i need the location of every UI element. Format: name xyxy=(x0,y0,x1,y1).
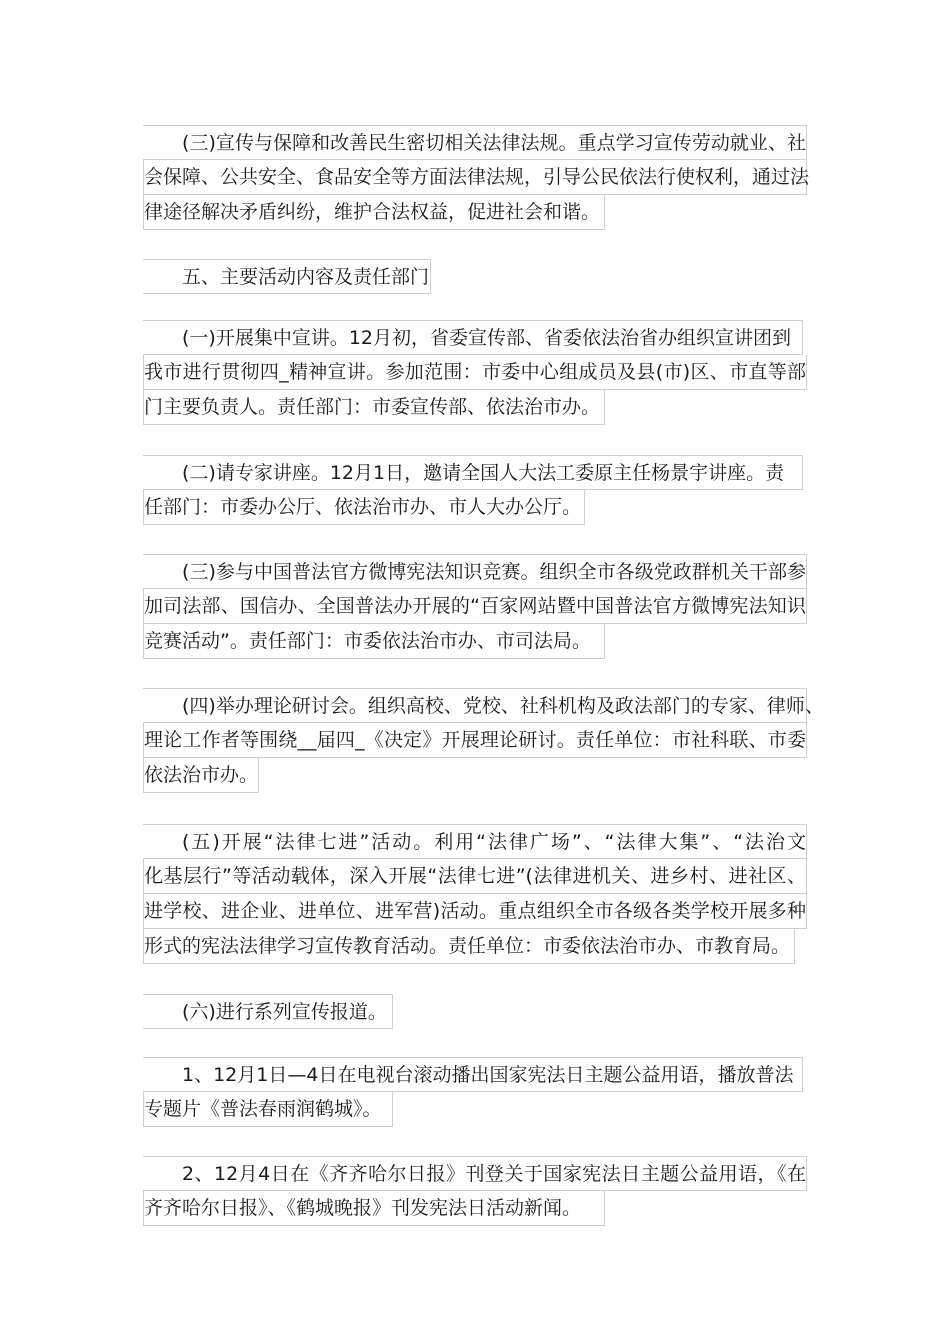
paragraph-line: 竞赛活动”。责任部门：市委依法治市办、市司法局。 xyxy=(143,624,605,659)
paragraph-line: (六)进行系列宣传报道。 xyxy=(143,994,393,1029)
paragraph-line: 加司法部、国信办、全国普法办开展的“百家网站暨中国普法官方微博宪法知识 xyxy=(143,589,807,624)
paragraph-line: 化基层行”等活动载体，深入开展“法律七进”(法律进机关、进乡村、进社区、 xyxy=(143,859,807,894)
paragraph-line: (五)开展“法律七进”活动。利用“法律广场”、“法律大集”、“法治文 xyxy=(143,824,807,859)
paragraph-line: 任部门：市委办公厅、依法治市办、市人大办公厅。 xyxy=(143,490,585,525)
paragraph-line: 形式的宪法法律学习宣传教育活动。责任单位：市委依法治市办、市教育局。 xyxy=(143,929,795,964)
paragraph-line: 会保障、公共安全、食品安全等方面法律法规，引导公民依法行使权利，通过法 xyxy=(143,160,807,195)
paragraph-line: 1、12月1日—4日在电视台滚动播出国家宪法日主题公益用语，播放普法 xyxy=(143,1057,803,1092)
paragraph-line: (一)开展集中宣讲。12月初，省委宣传部、省委依法治省办组织宣讲团到 xyxy=(143,320,803,355)
paragraph-line: 律途径解决矛盾纠纷，维护合法权益，促进社会和谐。 xyxy=(143,195,605,230)
paragraph-line: 进学校、进企业、进单位、进军营)活动。重点组织全市各级各类学校开展多种 xyxy=(143,894,807,929)
paragraph-line: 门主要负责人。责任部门：市委宣传部、依法治市办。 xyxy=(143,390,605,425)
paragraph-line: (二)请专家讲座。12月1日，邀请全国人大法工委原主任杨景宇讲座。责 xyxy=(143,455,803,490)
paragraph-line: 我市进行贯彻四_精神宣讲。参加范围：市委中心组成员及县(市)区、市直等部 xyxy=(143,355,807,390)
paragraph-line: (三)宣传与保障和改善民生密切相关法律法规。重点学习宣传劳动就业、社 xyxy=(143,125,807,160)
paragraph-line: 专题片《普法春雨润鹤城》。 xyxy=(143,1092,393,1127)
paragraph-line: 依法治市办。 xyxy=(143,758,259,793)
paragraph-line: (四)举办理论研讨会。组织高校、党校、社科机构及政法部门的专家、律师、 xyxy=(143,688,807,723)
paragraph-line: (三)参与中国普法官方微博宪法知识竞赛。组织全市各级党政群机关干部参 xyxy=(143,554,807,589)
paragraph-line: 2、12月4日在《齐齐哈尔日报》刊登关于国家宪法日主题公益用语，《在 xyxy=(143,1156,807,1191)
paragraph-line: 齐齐哈尔日报》、《鹤城晚报》刊发宪法日活动新闻。 xyxy=(143,1191,605,1226)
heading-line: 五、主要活动内容及责任部门 xyxy=(143,259,431,294)
paragraph-line: 理论工作者等围绕__届四_《决定》开展理论研讨。责任单位：市社科联、市委 xyxy=(143,723,807,758)
